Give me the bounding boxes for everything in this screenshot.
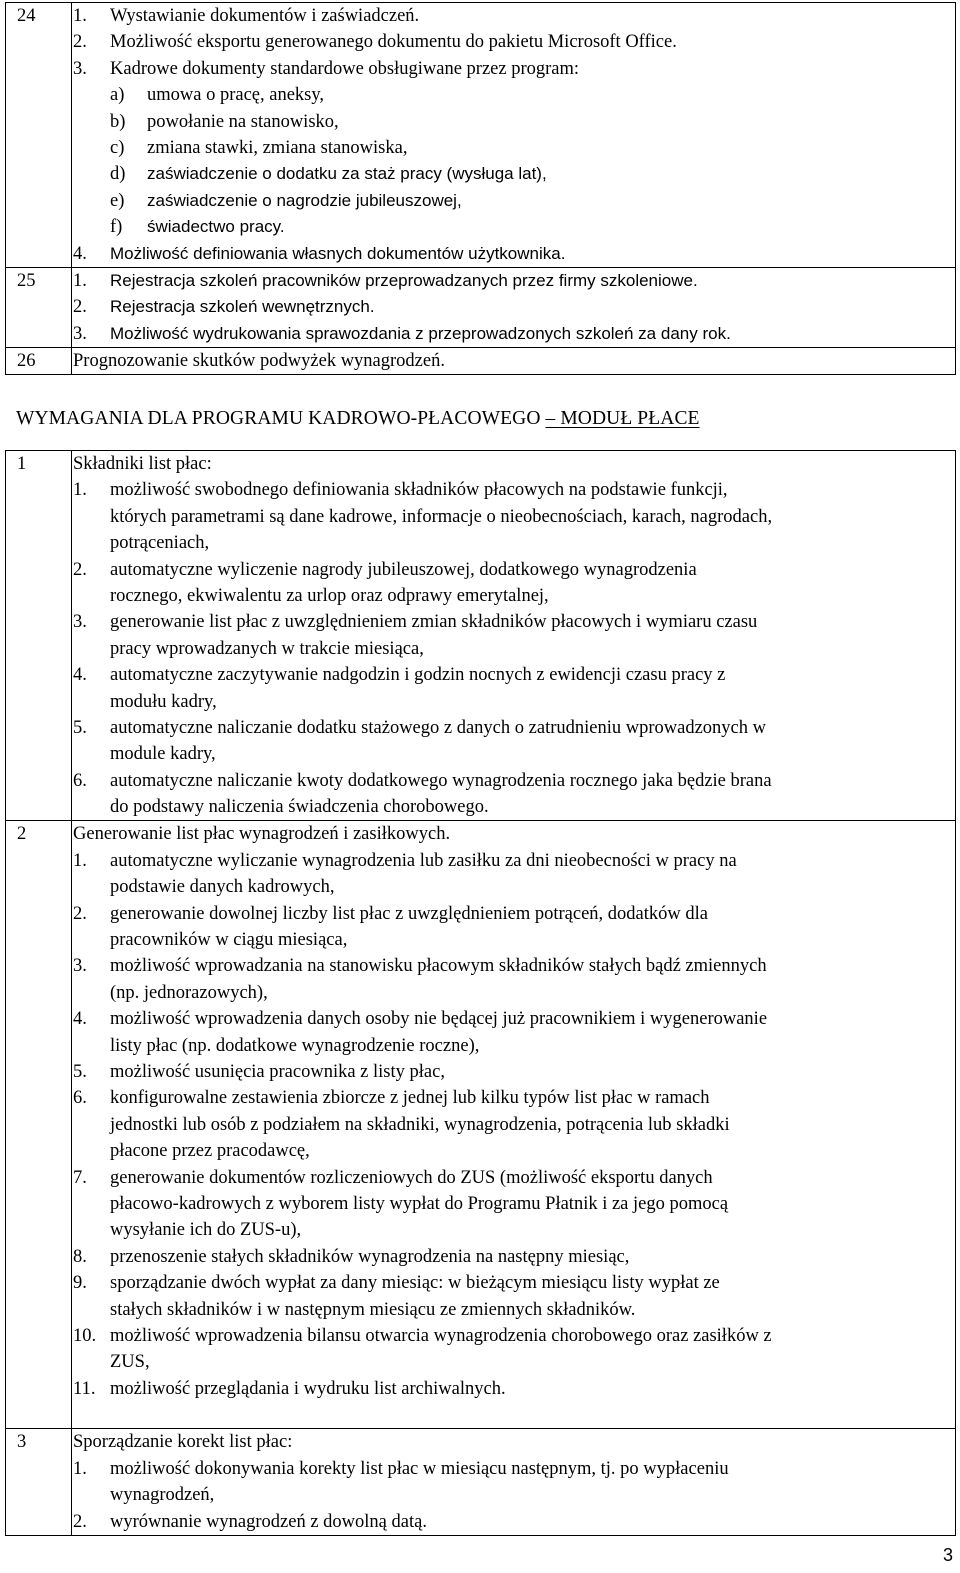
list-item-text: umowa o pracę, aneksy, [147, 85, 325, 106]
list-item-number: 3. [73, 323, 87, 344]
list-item [72, 161, 955, 187]
list-item-number: 9. [73, 1273, 87, 1294]
list-item [72, 953, 955, 979]
list-item: potrąceniach, [110, 533, 210, 554]
list-item: stałych składników i w następnym miesiącu ze zmiennych składników. [110, 1299, 636, 1320]
list-item-text: możliwość wprowadzania na stanowisku płacowym składników stałych bądź zmiennych [110, 956, 767, 977]
list-item-number: 5. [73, 717, 87, 738]
row-number [6, 1429, 72, 1536]
list-item [72, 1006, 955, 1032]
row-number [6, 3, 72, 268]
list-item [72, 477, 955, 503]
list-item-text: zmiana stawki, zmiana stanowiska, [147, 137, 408, 158]
list-item-text: sporządzanie dwóch wypłat za dany miesiąc: w bieżącym miesiącu listy wypłat ze [110, 1273, 720, 1294]
list-item-number: 1. [73, 6, 87, 26]
list-item [72, 715, 955, 741]
list-item-number: 1. [73, 850, 87, 871]
list-item: jednostki lub osób z podziałem na składniki, wynagrodzenia, potrącenia lub składki [110, 1114, 730, 1135]
list-item [72, 1376, 955, 1402]
list-item [72, 3, 955, 29]
list-item: listy płac (np. dodatkowe wynagrodzenie roczne), [110, 1035, 480, 1056]
list-item-number: b) [110, 111, 126, 132]
list-item: Składniki list płac: [73, 454, 212, 474]
list-item: Generowanie list płac wynagrodzeń i zasiłkowych. [73, 824, 451, 845]
list-item-number: 6. [73, 770, 87, 791]
list-item [72, 662, 955, 688]
list-item: wysyłanie ich do ZUS-u), [110, 1220, 302, 1241]
table-row [6, 348, 956, 375]
list-item-number: 1. [73, 480, 87, 501]
list-item-text: automatyczne zaczytywanie nadgodzin i godzin nocnych z ewidencji czasu pracy z [110, 665, 726, 686]
list-item-text: generowanie dokumentów rozliczeniowych do ZUS (możliwość eksportu danych [110, 1167, 713, 1188]
list-item [72, 294, 955, 320]
list-item [72, 768, 955, 794]
table-row [6, 267, 956, 347]
list-item: pracy wprowadzanych w trakcie miesiąca, [110, 638, 424, 659]
list-item-text: Wystawianie dokumentów i zaświadczeń. [110, 6, 420, 26]
list-item-number: 4. [73, 665, 87, 686]
row-number-text: 2 [17, 824, 27, 845]
list-item-number: 4. [73, 243, 87, 264]
list-item-number: 1. [73, 270, 87, 291]
list-item [72, 82, 955, 108]
list-item: Sporządzanie korekt list płac: [73, 1432, 293, 1453]
list-item-text: Możliwość eksportu generowanego dokumentu do pakietu Microsoft Office. [110, 32, 677, 53]
list-item [72, 135, 955, 161]
row-number-text: 24 [17, 6, 36, 26]
list-item-text: generowanie dowolnej liczby list płac z uwzględnieniem potrąceń, dodatków dla [110, 903, 708, 924]
row-number [6, 267, 72, 347]
list-item: do podstawy naliczenia świadczenia chorobowego. [110, 797, 489, 818]
list-item [72, 321, 955, 347]
list-item [72, 1059, 955, 1085]
list-item-number: c) [110, 137, 125, 158]
list-item: (np. jednorazowych), [110, 982, 268, 1003]
row-content [72, 348, 956, 375]
list-item-text: zaświadczenie o dodatku za staż pracy (wysługa lat), [147, 164, 547, 184]
list-item-number: 4. [73, 1009, 87, 1030]
list-item [72, 848, 955, 874]
row-number [6, 348, 72, 375]
list-item [72, 1402, 955, 1428]
list-item: rocznego, ekwiwalentu za urlop oraz odprawy emerytalnej, [110, 585, 549, 606]
list-item-text: Możliwość definiowania własnych dokumentów użytkownika. [110, 243, 566, 263]
row-number-text: 25 [17, 270, 36, 291]
list-item [72, 609, 955, 635]
section-heading [16, 408, 700, 430]
list-item: płacowo-kadrowych z wyborem listy wypłat do Programu Płatnik i za jego pomocą [110, 1193, 729, 1214]
list-item-number: 7. [73, 1167, 87, 1188]
table-row [6, 451, 956, 821]
list-item-text: generowanie list płac z uwzględnieniem zmian składników płacowych i wymiaru czasu [110, 612, 758, 633]
list-item-number: 5. [73, 1061, 87, 1082]
list-item [72, 109, 955, 135]
list-item-number: 11. [73, 1378, 96, 1399]
page-number: 3 [942, 1545, 953, 1565]
list-item-text: Rejestracja szkoleń wewnętrznych. [110, 297, 375, 317]
list-item-text: automatyczne wyliczanie wynagrodzenia lub zasiłku za dni nieobecności w pracy na [110, 850, 737, 871]
list-item-text: wyrównanie wynagrodzeń z dowolną datą. [110, 1511, 427, 1532]
list-item-text: Kadrowe dokumenty standardowe obsługiwane przez program: [110, 58, 580, 79]
list-item-text: możliwość usunięcia pracownika z listy płac, [110, 1061, 445, 1082]
list-item-number: 2. [73, 559, 87, 580]
list-item [72, 29, 955, 55]
section-heading-text: WYMAGANIA DLA PROGRAMU KADROWO-PŁACOWEGO [16, 408, 546, 429]
row-content [72, 267, 956, 347]
list-item: ZUS, [110, 1352, 150, 1373]
row-number [6, 451, 72, 821]
list-item [72, 1509, 955, 1535]
list-item [72, 241, 955, 267]
list-item [72, 1244, 955, 1270]
list-item-text: możliwość przeglądania i wydruku list archiwalnych. [110, 1378, 506, 1399]
list-item-text: powołanie na stanowisko, [147, 111, 339, 132]
list-item: Prognozowanie skutków podwyżek wynagrodzeń. [73, 351, 445, 372]
list-item-number: 1. [73, 1458, 87, 1479]
list-item-text: świadectwo pracy. [147, 217, 285, 237]
row-content [72, 821, 956, 1429]
list-item-number: 3. [73, 956, 87, 977]
list-item-text: Możliwość wydrukowania sprawozdania z przeprowadzonych szkoleń za dany rok. [110, 323, 731, 343]
list-item-text: możliwość dokonywania korekty list płac w miesiącu następnym, tj. po wypłaceniu [110, 1458, 729, 1479]
list-item-number: e) [110, 190, 125, 211]
list-item: których parametrami są dane kadrowe, informacje o nieobecnościach, karach, nagrodach, [110, 506, 773, 527]
list-item-number: 8. [73, 1246, 87, 1267]
row-content [72, 451, 956, 821]
list-item-number: 10. [73, 1325, 97, 1346]
list-item-number: 2. [73, 903, 87, 924]
list-item-number: d) [110, 164, 126, 185]
list-item [72, 901, 955, 927]
list-item-text: automatyczne naliczanie kwoty dodatkowego wynagrodzenia rocznego jaka będzie brana [110, 770, 772, 791]
list-item [72, 214, 955, 240]
list-item [72, 1085, 955, 1111]
list-item [72, 1456, 955, 1482]
row-content [72, 1429, 956, 1536]
requirements-table-payroll [5, 450, 956, 1536]
list-item-number: a) [110, 85, 125, 106]
table-row [6, 1429, 956, 1536]
list-item-number: 2. [73, 1511, 87, 1532]
list-item-number: 6. [73, 1088, 87, 1109]
list-item-text: zaświadczenie o nagrodzie jubileuszowej, [147, 190, 462, 210]
list-item [72, 557, 955, 583]
list-item [72, 56, 955, 82]
list-item-text: automatyczne wyliczenie nagrody jubileuszowej, dodatkowego wynagrodzenia [110, 559, 697, 580]
table-row [6, 3, 956, 268]
list-item-text: możliwość wprowadzenia danych osoby nie będącej już pracownikiem i wygenerowanie [110, 1009, 768, 1030]
row-number-text: 1 [17, 454, 27, 474]
list-item-text: możliwość wprowadzenia bilansu otwarcia wynagrodzenia chorobowego oraz zasiłków z [110, 1325, 772, 1346]
requirements-table-documents [5, 2, 956, 375]
list-item: modułu kadry, [110, 691, 217, 712]
list-item-text: automatyczne naliczanie dodatku stażowego z danych o zatrudnieniu wprowadzonych w [110, 717, 766, 738]
list-item-text: konfigurowalne zestawienia zbiorcze z jednej lub kilku typów list płac w ramach [110, 1088, 710, 1109]
row-content [72, 3, 956, 268]
list-item [72, 1165, 955, 1191]
list-item [72, 188, 955, 214]
list-item [72, 268, 955, 294]
list-item: podstawie danych kadrowych, [110, 877, 335, 898]
row-number-text: 26 [17, 351, 36, 372]
list-item-number: 3. [73, 612, 87, 633]
row-number [6, 821, 72, 1429]
list-item-text: możliwość swobodnego definiowania składników płacowych na podstawie funkcji, [110, 480, 728, 501]
list-item [72, 1270, 955, 1296]
list-item [72, 1323, 955, 1349]
list-item-number: 2. [73, 32, 87, 53]
list-item-text: Rejestracja szkoleń pracowników przeprowadzanych przez firmy szkoleniowe. [110, 270, 698, 290]
list-item-number: 2. [73, 297, 87, 318]
list-item-number: 3. [73, 58, 87, 79]
row-number-text: 3 [17, 1432, 27, 1453]
list-item: pracowników w ciągu miesiąca, [110, 930, 348, 951]
list-item: module kadry, [110, 744, 216, 765]
section-heading-underlined: – MODUŁ PŁACE [545, 408, 700, 429]
list-item: wynagrodzeń, [110, 1485, 215, 1506]
list-item-text: przenoszenie stałych składników wynagrodzenia na następny miesiąc, [110, 1246, 630, 1267]
list-item-number: f) [110, 217, 123, 238]
list-item: płacone przez pracodawcę, [110, 1141, 310, 1162]
table-row [6, 821, 956, 1429]
